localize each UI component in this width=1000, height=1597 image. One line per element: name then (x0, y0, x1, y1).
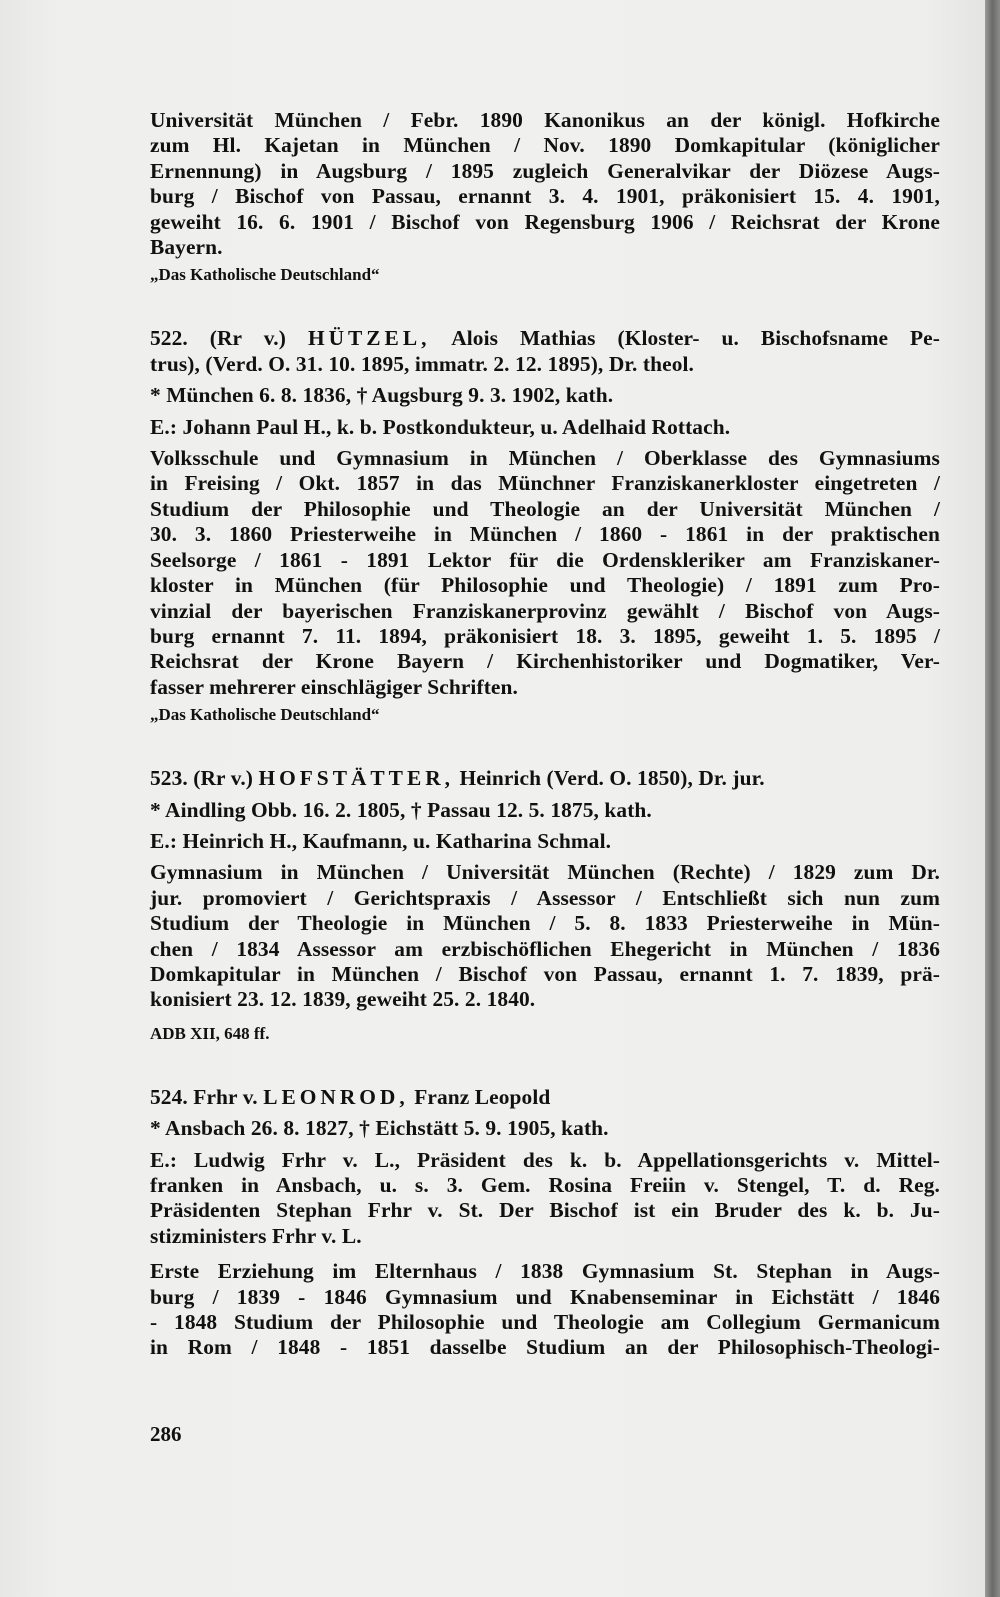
text-line: jur. promoviert / Gerichtspraxis / Assessor / Entschließt sich nun zum (150, 885, 940, 910)
entry-522-parents: E.: Johann Paul H., k. b. Postkondukteur, u. Adelhaid Rottach. (150, 414, 731, 439)
text-line: Seelsorge / 1861 - 1891 Lektor für die Ordenskleriker am Franziskaner- (150, 547, 940, 572)
entry-number: 522. (Rr v.) (150, 326, 286, 351)
text-line: burg / Bischof von Passau, ernannt 3. 4. 1901, präkonisiert 15. 4. 1901, (150, 184, 940, 209)
text-line: franken in Ansbach, u. s. 3. Gem. Rosina Freiin v. Stengel, T. d. Reg. (150, 1173, 940, 1197)
text-line: Bayern. (150, 235, 223, 260)
text-line: in Rom / 1848 - 1851 dasselbe Studium an der Philosophisch-Theologi- (150, 1335, 940, 1360)
entry-521-source: „Das Katholische Deutschland“ (150, 265, 380, 285)
heading-rest: Alois Mathias (Kloster- u. Bischofsname Pe- (451, 326, 940, 351)
text-line: 30. 3. 1860 Priesterweihe in München / 1860 - 1861 in der praktischen (150, 522, 940, 547)
text-line: Studium der Philosophie und Theologie an der Universität München / (150, 496, 940, 521)
text-line: Ernennung) in Augsburg / 1895 zugleich Generalvikar der Diözese Augs- (150, 158, 940, 183)
text-line: vinzial der bayerischen Franziskanerprovinz gewählt / Bischof von Augs- (150, 598, 940, 623)
entry-number: 524. Frhr v. (150, 1084, 258, 1109)
text-line: konisiert 23. 12. 1839, geweiht 25. 2. 1840. (150, 987, 536, 1012)
entry-523-birth: * Aindling Obb. 16. 2. 1805, † Passau 12. 5. 1875, kath. (150, 797, 652, 822)
entry-524-birth: * Ansbach 26. 8. 1827, † Eichstätt 5. 9. 1905, kath. (150, 1116, 609, 1141)
text-line: Studium der Theologie in München / 5. 8. 1833 Priesterweihe in Mün- (150, 911, 940, 936)
text-line: Präsidenten Stephan Frhr v. St. Der Bischof ist ein Bruder des k. b. Ju- (150, 1198, 940, 1223)
text-line: E.: Ludwig Frhr v. L., Präsident des k. b. Appellationsgerichts v. Mittel- (150, 1147, 940, 1172)
entry-522-source: „Das Katholische Deutschland“ (150, 705, 380, 725)
text-line: Volksschule und Gymnasium in München / Oberklasse des Gymnasiums (150, 446, 940, 471)
surname: LEONROD, (263, 1084, 409, 1109)
heading-line (150, 766, 940, 791)
text-line: Domkapitular in München / Bischof von Passau, ernannt 1. 7. 1839, prä- (150, 961, 940, 986)
entry-524-heading (150, 1085, 940, 1110)
entry-number: 523. (Rr v.) (150, 766, 253, 791)
text-line: geweiht 16. 6. 1901 / Bischof von Regensburg 1906 / Reichsrat der Krone (150, 209, 940, 234)
page-number: 286 (150, 1422, 182, 1446)
entry-523-heading (150, 766, 940, 791)
entry-523-parents: E.: Heinrich H., Kaufmann, u. Katharina Schmal. (150, 828, 612, 853)
text-line: stizministers Frhr v. L. (150, 1223, 362, 1248)
text-line: Gymnasium in München / Universität München (Rechte) / 1829 zum Dr. (150, 860, 940, 885)
text-line: Erste Erziehung im Elternhaus / 1838 Gymnasium St. Stephan in Augs- (150, 1259, 940, 1284)
entry-522-biography (150, 446, 940, 700)
text-line: fasser mehrerer einschlägiger Schriften. (150, 674, 518, 699)
text-line: Universität München / Febr. 1890 Kanonikus an der königl. Hofkirche (150, 108, 940, 132)
text-line: chen / 1834 Assessor am erzbischöflichen Ehegericht in München / 1836 (150, 936, 940, 961)
heading-line (150, 1085, 940, 1110)
entry-524-parents (150, 1148, 940, 1250)
entry-523-biography (150, 860, 940, 1012)
surname: HOFSTÄTTER, (258, 766, 455, 791)
entry-522-birth: * München 6. 8. 1836, † Augsburg 9. 3. 1902, kath. (150, 383, 614, 408)
entry-524-biography (150, 1259, 940, 1361)
surname: HÜTZEL, (307, 326, 431, 351)
heading-rest: Heinrich (Verd. O. 1850), Dr. jur. (459, 766, 765, 791)
text-line: - 1848 Studium der Philosophie und Theologie am Collegium Germanicum (150, 1310, 940, 1335)
entry-521-text (150, 108, 940, 260)
text-line: zum Hl. Kajetan in München / Nov. 1890 Domkapitular (königlicher (150, 133, 940, 158)
entry-523-source: ADB XII, 648 ff. (150, 1023, 270, 1043)
entry-522-heading (150, 326, 940, 377)
heading-line: trus), (Verd. O. 31. 10. 1895, immatr. 2. 12. 1895), Dr. theol. (150, 351, 694, 376)
text-line: burg / 1839 - 1846 Gymnasium und Knabenseminar in Eichstätt / 1846 (150, 1284, 940, 1309)
page-edge-shadow (985, 0, 1000, 1597)
heading-line (150, 326, 940, 351)
text-line: burg ernannt 7. 11. 1894, präkonisiert 18. 3. 1895, geweiht 1. 5. 1895 / (150, 623, 940, 648)
heading-rest: Franz Leopold (414, 1084, 551, 1109)
text-line: Reichsrat der Krone Bayern / Kirchenhistoriker und Dogmatiker, Ver- (150, 649, 940, 674)
text-line: in Freising / Okt. 1857 in das Münchner Franziskanerkloster eingetreten / (150, 471, 940, 496)
text-line: kloster in München (für Philosophie und Theologie) / 1891 zum Pro- (150, 573, 940, 598)
page-content (150, 108, 940, 1361)
